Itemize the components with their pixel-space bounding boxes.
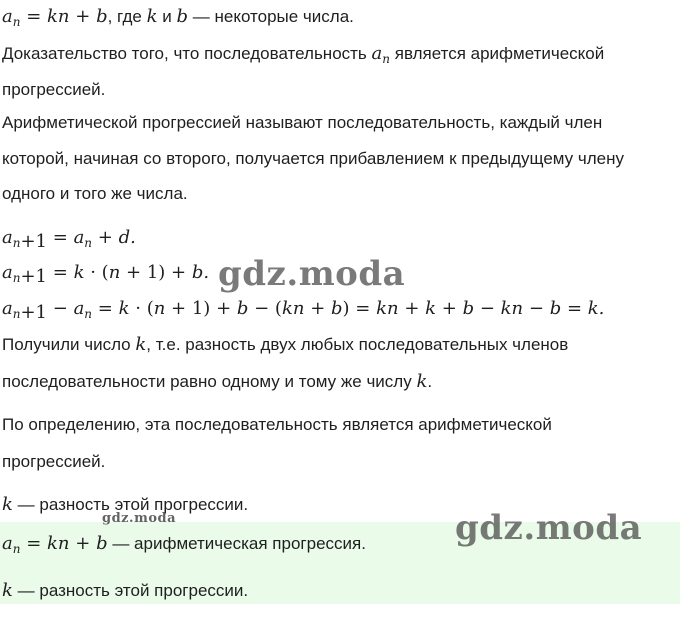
watermark-logo: gdz.moda [218,254,406,294]
watermark-logo: gdz.moda [455,508,643,548]
formula-difference: $a_{n+1} - a_n = k \cdot (n + 1) + b - (kn + b)$ = kn + k + b − kn − b = k. [2,298,605,323]
proof-intro-1: Доказательство того, что последовательность $a_n$ является арифметической [2,43,605,66]
line-definition-an: $a_n$ = kn + b, где k и b — некоторые числа. [2,6,354,29]
result-line-1: Получили число k, т.е. разность двух любых последовательных членов [2,334,569,355]
result-line-2: последовательности равно одному и тому же числу k. [2,371,433,392]
watermark-logo: gdz.moda [102,511,177,526]
definition-line-3: одного и того же числа. [2,184,188,203]
definition-line-1: Арифметической прогрессией называют последовательность, каждый член [2,113,603,132]
proof-intro-2: прогрессией. [2,80,106,99]
formula-substitution: $a_{n+1} = k \cdot (n + 1) + b$. [2,262,210,287]
conclusion-line-1: По определению, эта последовательность является арифметической [2,415,552,434]
conclusion-line-2: прогрессией. [2,452,106,471]
difference-line: k — разность этой прогрессии. [2,494,249,515]
answer-line-2: k — разность этой прогрессии. [2,580,249,601]
formula-an: $a_n$ = kn + b [2,6,108,29]
answer-line-1: $a_n$ = kn + b — арифметическая прогрессия. [2,533,366,556]
definition-line-2: которой, начиная со второго, получается прибавлением к предыдущему члену [2,149,625,168]
formula-recurrence: $a_{n+1} = a_n + d$. [2,227,136,252]
